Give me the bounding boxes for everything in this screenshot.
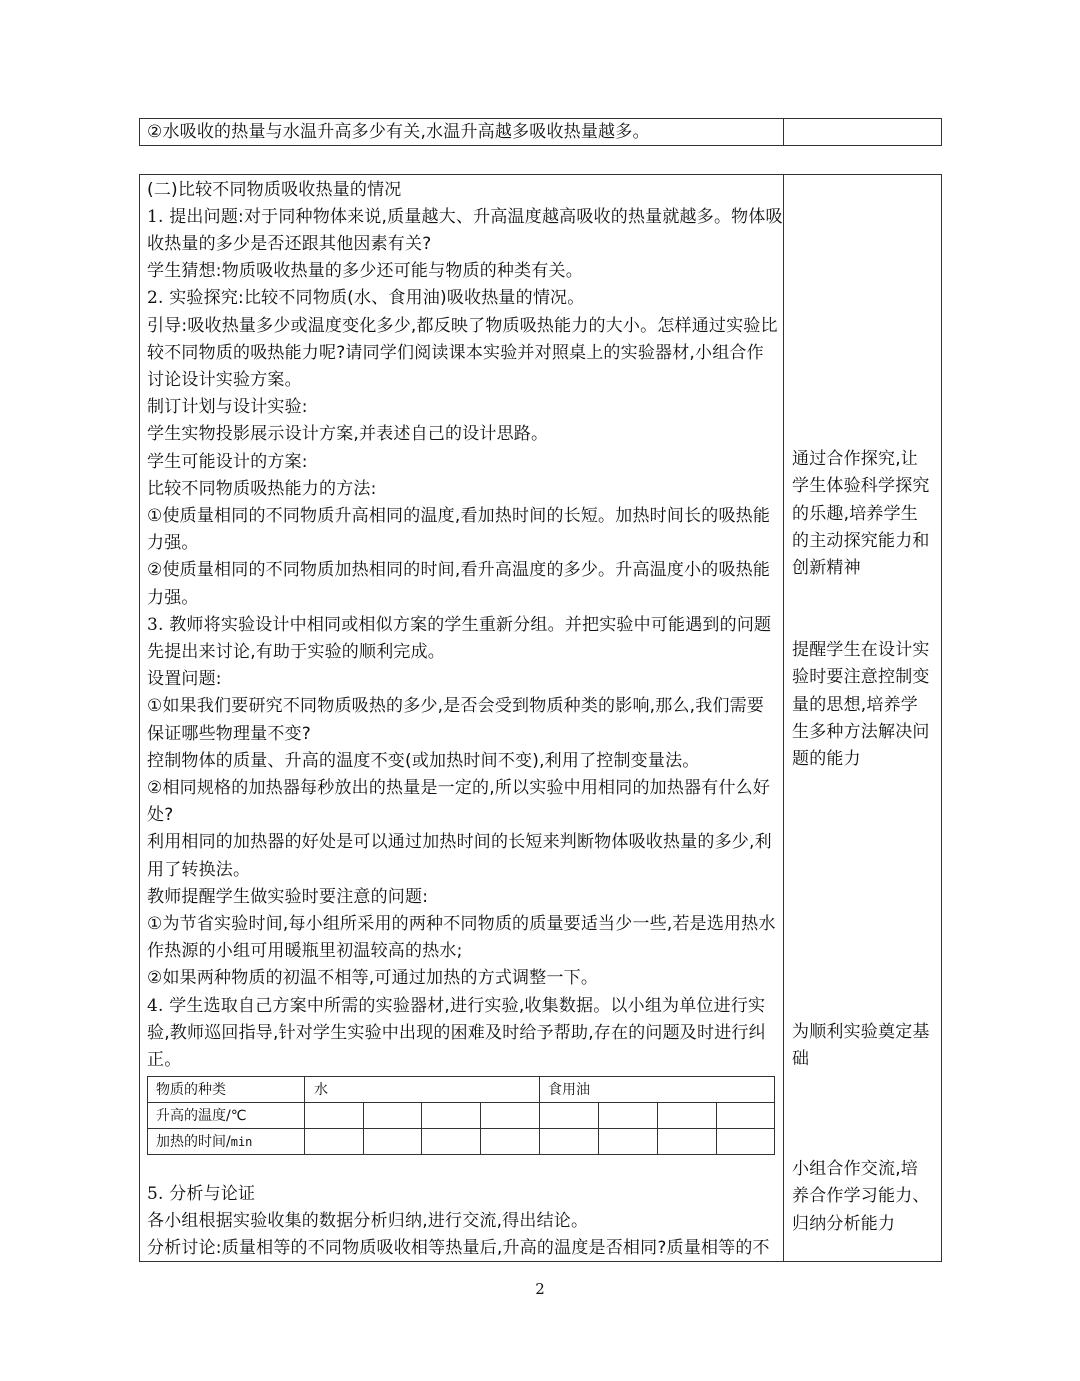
step-number: 3. [147,614,164,635]
note-line: 的主动探究能力和 [792,530,930,551]
data-table-row-label [156,1130,252,1155]
data-table-row-label [156,1104,246,1129]
line-text: 作热源的小组可用暖瓶里初温较高的热水; [147,941,463,962]
paragraph-line [147,775,770,802]
line-text: 较不同物质的吸热能力呢?请同学们阅读课本实验并对照桌上的实验器材,小组合作 [147,342,764,363]
paragraph-line [147,666,222,693]
note-line: 养合作学习能力、 [792,1186,930,1207]
paragraph-line [147,367,302,394]
row-label-unit: min [230,1135,253,1149]
line-text: 制订计划与设计实验: [147,397,308,418]
data-table-header-oil: 食用油 [548,1082,590,1098]
line-text: 控制物体的质量、升高的温度不变(或加热时间不变),利用了控制变量法。 [147,750,700,771]
data-table-col-divider [480,1102,481,1155]
paragraph-line [147,911,776,938]
line-text: 验,教师巡回指导,针对学生实验中出现的困难及时给予帮助,存在的问题及时进行纠 [147,1022,766,1043]
line-text: 利用相同的加热器的好处是可以通过加热时间的长短来判断物体吸收热量的多少,利 [147,832,772,853]
paragraph-line [147,1235,770,1262]
paragraph-line [147,258,583,285]
note-line: 础 [792,1049,810,1070]
line-text: 学生可能设计的方案: [147,451,308,472]
paragraph-line [147,557,770,584]
line-text: 用了转换法。 [147,859,251,880]
line-text: 正。 [147,1049,182,1070]
line-text: 提出问题:对于同种物体来说,质量越大、升高温度越高吸收的热量就越多。物体吸 [163,206,783,227]
data-table-col-divider [539,1076,540,1155]
note-line: 为顺利实验奠定基 [792,1022,930,1042]
data-table-col-divider [598,1102,599,1155]
note-line: 量的思想,培养学 [792,694,919,715]
note-line: 验时要注意控制变 [792,667,930,688]
line-text: 分析与论证 [163,1184,256,1204]
paragraph-line [147,857,250,884]
paragraph-line [147,421,548,448]
step-number: 4. [147,995,164,1016]
paragraph-line [147,285,584,312]
line-text: 比较不同物质吸热能力的方法: [147,478,377,499]
paragraph-line [147,476,377,503]
note-line: 生多种方法解决问 [792,721,930,742]
paragraph-line [147,1020,766,1047]
step-number: 1. [147,206,164,227]
paragraph-line [147,530,199,557]
line-text: 先提出来讨论,有助于实验的顺利完成。 [147,641,446,662]
step-number: 2. [147,288,164,309]
page-number: 2 [535,1280,545,1298]
data-table-header-label: 物质的种类 [156,1082,226,1098]
main-table-divider [783,174,784,1262]
paragraph-line [147,938,463,965]
line-text: ①使质量相同的不同物质升高相同的温度,看加热时间的长短。加热时间长的吸热能 [147,505,771,526]
note-line: 小组合作交流,培 [792,1159,919,1179]
line-text: ①为节省实验时间,每小组所采用的两种不同物质的质量要适当少一些,若是选用热水 [147,913,776,934]
note-line: 通过合作探究,让 [792,449,919,469]
paragraph-line [147,449,308,476]
line-text: 分析讨论:质量相等的不同物质吸收相等热量后,升高的温度是否相同?质量相等的不 [147,1238,770,1258]
data-table-row-divider [147,1102,775,1103]
line-text: 讨论设计实验方案。 [147,369,302,390]
paragraph-line [147,884,428,911]
top-table-text: ②水吸收的热量与水温升高多少有关,水温升高越多吸收热量越多。 [147,122,650,142]
paragraph-line [147,993,765,1020]
line-text: 学生选取自己方案中所需的实验器材,进行实验,收集数据。以小组为单位进行实 [163,995,766,1016]
paragraph-line [147,231,431,258]
paragraph-line [147,693,764,720]
note-line: 学生体验科学探究 [792,476,930,497]
line-text: ②使质量相同的不同物质加热相同的时间,看升高温度的多少。升高温度小的吸热能 [147,560,771,581]
paragraph-line [147,313,778,340]
data-table-col-divider [304,1076,305,1155]
line-text: 收热量的多少是否还跟其他因素有关? [147,233,432,254]
paragraph-line [147,1208,588,1235]
line-text: 学生实物投影展示设计方案,并表述自己的设计思路。 [147,424,549,445]
line-text: 设置问题: [147,669,222,690]
paragraph-line [147,204,783,231]
data-table-col-divider [363,1102,364,1155]
line-text: ①如果我们要研究不同物质吸热的多少,是否会受到物质种类的影响,那么,我们需要 [147,696,765,717]
paragraph-line [147,503,770,530]
data-table-col-divider [657,1102,658,1155]
line-text: ②如果两种物质的初温不相等,可通过加热的方式调整一下。 [147,968,599,989]
paragraph-line [147,585,199,612]
line-text: ②相同规格的加热器每秒放出的热量是一定的,所以实验中用相同的加热器有什么好 [147,777,771,798]
note-line: 创新精神 [792,558,861,579]
line-text: 各小组根据实验收集的数据分析归纳,进行交流,得出结论。 [147,1211,589,1231]
note-line: 归纳分析能力 [792,1213,896,1234]
paragraph-line [147,394,308,421]
line-text: 实验探究:比较不同物质(水、食用油)吸收热量的情况。 [163,288,585,309]
line-text: 教师提醒学生做实验时要注意的问题: [147,886,429,907]
line-text: 引导:吸收热量多少或温度变化多少,都反映了物质吸热能力的大小。怎样通过实验比 [147,315,778,336]
paragraph-line [147,721,311,748]
paragraph-line [147,612,771,639]
line-text: (二)比较不同物质吸收热量的情况 [147,179,402,200]
data-table-header-water: 水 [314,1082,328,1098]
line-text: 学生猜想:物质吸收热量的多少还可能与物质的种类有关。 [147,261,583,282]
row-label-text: 升高的温度/ [156,1108,231,1124]
paragraph-line [147,802,173,829]
paragraph-line [147,1047,181,1074]
paragraph-line [147,748,699,775]
line-text: 力强。 [147,587,199,608]
note-line: 题的能力 [792,749,861,770]
line-text: 教师将实验设计中相同或相似方案的学生重新分组。并把实验中可能遇到的问题 [163,614,772,635]
note-line: 的乐趣,培养学生 [792,503,919,524]
paragraph-line [147,1181,255,1208]
line-text: 处? [147,805,174,826]
row-label-text: 加热的时间/ [156,1134,231,1150]
paragraph-line [147,639,445,666]
data-table-col-divider [421,1102,422,1155]
row-label-unit: ℃ [230,1108,247,1124]
line-text: 保证哪些物理量不变? [147,723,312,744]
paragraph-line [147,340,764,367]
top-table-divider [783,118,784,146]
paragraph-line [147,829,772,856]
note-line: 提醒学生在设计实 [792,640,930,660]
data-table-col-divider [716,1102,717,1155]
step-number: 5. [147,1184,164,1204]
paragraph-line [147,177,401,204]
paragraph-line [147,965,598,992]
line-text: 力强。 [147,533,199,554]
